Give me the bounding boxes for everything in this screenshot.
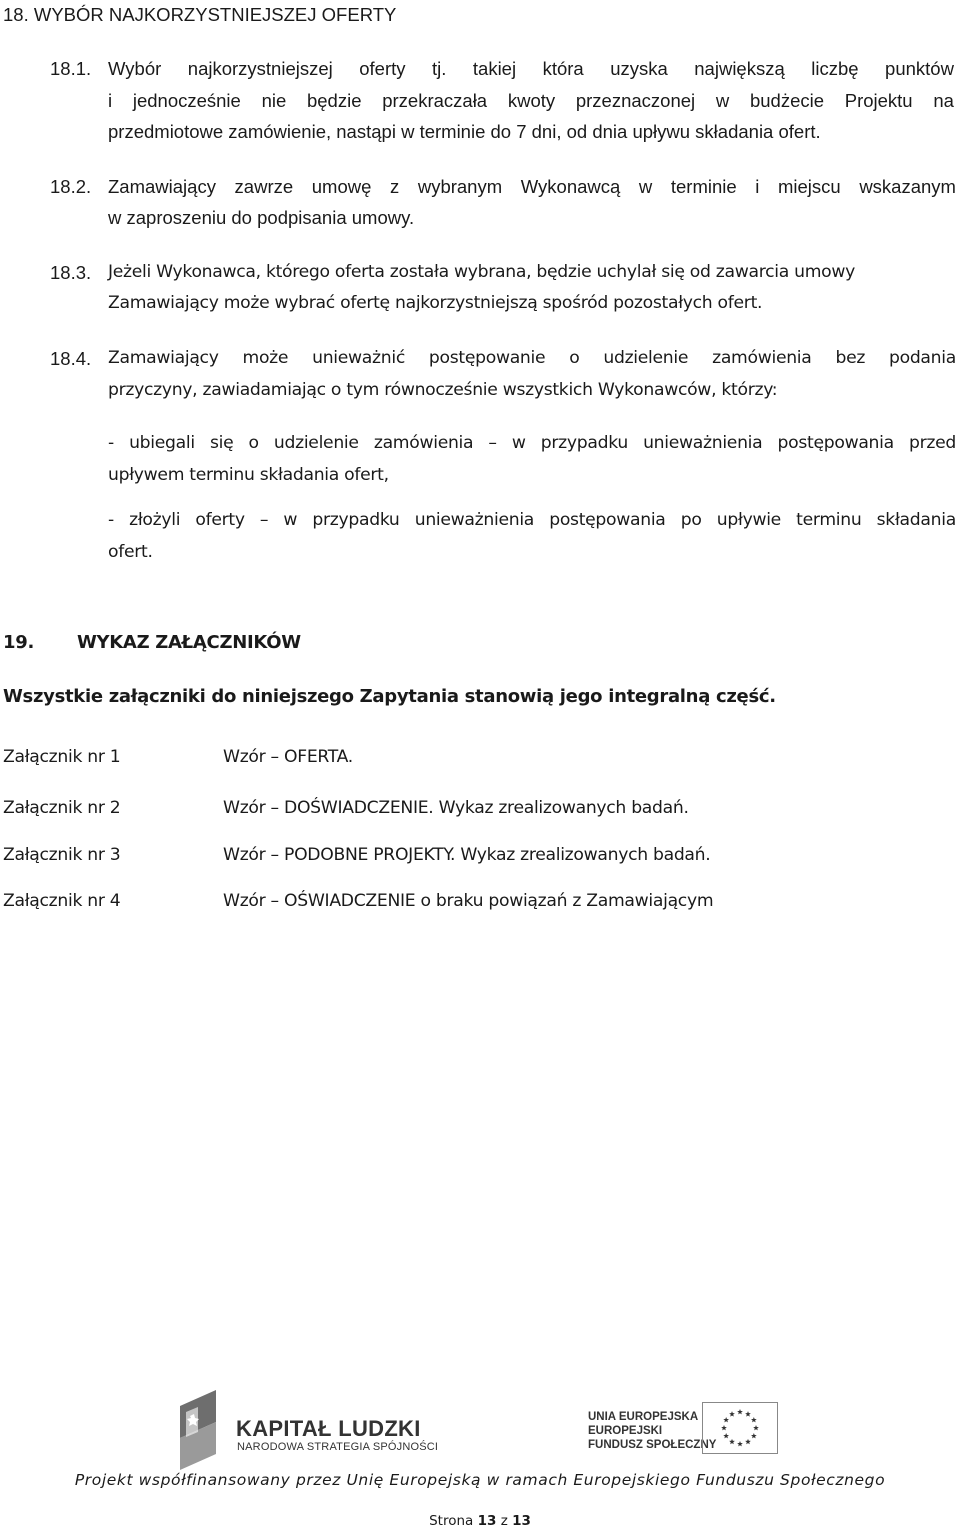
attachment-2-desc: Wzór – DOŚWIADCZENIE. Wykaz zrealizowanych badań. — [223, 798, 689, 818]
word: kwoty — [507, 90, 556, 111]
eu-star-icon — [721, 1425, 727, 1430]
bullet-1-line-1 — [108, 433, 956, 453]
bullet-1-line-2: upływem terminu składania ofert, — [108, 465, 389, 485]
word: Wybór — [108, 58, 162, 79]
p3-line-2: Zamawiający może wybrać ofertę najkorzystniejszą spośród pozostałych ofert. — [108, 293, 763, 313]
word: terminie — [670, 176, 737, 197]
word: przypadku — [312, 510, 400, 530]
eu-star-icon — [737, 1409, 743, 1414]
word: miejscu — [778, 176, 841, 197]
section-19-number: 19. — [3, 632, 34, 653]
word: zawrze — [234, 176, 294, 197]
p1-line-1 — [108, 58, 954, 80]
word: Zamawiający — [108, 348, 219, 368]
word: nie — [261, 90, 287, 111]
page-prefix: Strona — [429, 1513, 474, 1529]
page-number — [0, 1513, 960, 1529]
eu-logo-text — [588, 1410, 716, 1452]
eu-star-icon — [723, 1433, 729, 1438]
bullet-2-line-1 — [108, 510, 956, 530]
kapital-ludzki-title: KAPITAŁ LUDZKI — [236, 1416, 421, 1441]
word: – — [488, 433, 497, 453]
eu-line-3: FUNDUSZ SPOŁECZNY — [588, 1439, 717, 1451]
word: najkorzystniejszej — [187, 58, 333, 79]
word: postępowanie — [428, 348, 546, 368]
eu-star-icon — [737, 1441, 743, 1446]
p4-line-2: przyczyny, zawiadamiając o tym równocześnie wszystkich Wykonawców, którzy: — [108, 380, 778, 400]
word: oferty — [359, 58, 406, 79]
section-19-intro: Wszystkie załączniki do niniejszego Zapytania stanowią jego integralną część. — [3, 686, 776, 707]
p1-line-2 — [108, 90, 954, 112]
word: w — [511, 433, 526, 453]
word: unieważnienia — [643, 433, 763, 453]
word: unieważnić — [312, 348, 405, 368]
attachment-3-label: Załącznik nr 3 — [3, 845, 121, 865]
page-current: 13 — [477, 1513, 497, 1529]
attachment-3-desc: Wzór – PODOBNE PROJEKTY. Wykaz zrealizowanych badań. — [223, 845, 711, 865]
word: o — [569, 348, 580, 368]
word: przekraczała — [382, 90, 488, 111]
word: po — [680, 510, 702, 530]
word: wskazanym — [859, 176, 956, 197]
word: złożyli — [129, 510, 181, 530]
word: zamówienia — [712, 348, 812, 368]
word: budżecie — [749, 90, 825, 111]
section-19-heading: WYKAZ ZAŁĄCZNIKÓW — [77, 632, 301, 653]
word: terminu — [796, 510, 862, 530]
word: unieważnienia — [414, 510, 535, 530]
footer-cofinancing-note: Projekt współfinansowany przez Unię Europejską w ramach Europejskiego Funduszu Społecznego — [74, 1471, 886, 1489]
eu-star-icon — [751, 1433, 757, 1438]
word: przed — [909, 433, 956, 453]
eu-star-icon — [751, 1417, 757, 1422]
word: punktów — [885, 58, 954, 79]
word: tj. — [432, 58, 447, 79]
kapital-ludzki-logo-icon — [172, 1388, 222, 1472]
eu-star-icon — [723, 1417, 729, 1422]
word: bez — [835, 348, 866, 368]
page-sep: z — [500, 1513, 508, 1529]
word: wybranym — [417, 176, 503, 197]
attachment-4-label: Załącznik nr 4 — [3, 891, 121, 911]
word: składania — [876, 510, 956, 530]
word: zamówienia — [373, 433, 474, 453]
kapital-ludzki-subtitle: NARODOWA STRATEGIA SPÓJNOŚCI — [237, 1441, 439, 1453]
word: upływie — [716, 510, 781, 530]
eu-line-1: UNIA EUROPEJSKA — [588, 1411, 699, 1423]
word: - — [108, 510, 114, 530]
word: postępowania — [549, 510, 666, 530]
eu-star-icon — [745, 1411, 751, 1416]
p2-line-1 — [108, 176, 956, 198]
word: Wykonawcą — [520, 176, 621, 197]
p4-number: 18.4. — [50, 348, 92, 369]
section-18-heading: 18. WYBÓR NAJKORZYSTNIEJSZEJ OFERTY — [3, 4, 397, 25]
p2-number: 18.2. — [50, 176, 92, 197]
word: Projektu — [844, 90, 913, 111]
attachment-2-label: Załącznik nr 2 — [3, 798, 121, 818]
word: ubiegali — [129, 433, 195, 453]
eu-star-icon — [729, 1411, 735, 1416]
word: udzielenie — [603, 348, 689, 368]
word: i — [755, 176, 760, 197]
attachment-4-desc: Wzór – OŚWIADCZENIE o braku powiązań z Zamawiającym — [223, 891, 714, 911]
page-total: 13 — [512, 1513, 531, 1529]
eu-flag-icon — [702, 1402, 778, 1454]
p1-line-3: przedmiotowe zamówienie, nastąpi w terminie do 7 dni, od dnia upływu składania ofert. — [108, 121, 821, 142]
word: – — [259, 510, 269, 530]
word: umowę — [311, 176, 372, 197]
word: przeznaczonej — [575, 90, 696, 111]
word: postępowania — [777, 433, 894, 453]
word: o — [248, 433, 259, 453]
word: udzielenie — [273, 433, 359, 453]
bullet-2-line-2: ofert. — [108, 542, 153, 562]
word: która — [542, 58, 584, 79]
attachment-1-desc: Wzór – OFERTA. — [223, 747, 353, 767]
word: jednocześnie — [132, 90, 241, 111]
p4-line-1 — [108, 348, 956, 368]
word: na — [933, 90, 954, 111]
eu-star-icon — [753, 1425, 759, 1430]
word: takiej — [472, 58, 517, 79]
word: się — [209, 433, 234, 453]
eu-star-icon — [745, 1439, 751, 1444]
word: podania — [889, 348, 956, 368]
word: liczbę — [811, 58, 859, 79]
word: oferty — [195, 510, 245, 530]
word: - — [108, 433, 114, 453]
word: w — [715, 90, 730, 111]
word: uzyska — [610, 58, 668, 79]
word: największą — [694, 58, 785, 79]
word: będzie — [306, 90, 362, 111]
p3-number: 18.3. — [50, 262, 92, 283]
attachment-1-label: Załącznik nr 1 — [3, 747, 121, 767]
word: w — [283, 510, 298, 530]
word: z — [389, 176, 400, 197]
eu-line-2: EUROPEJSKI — [588, 1425, 663, 1437]
eu-star-icon — [729, 1439, 735, 1444]
p3-line-1: Jeżeli Wykonawca, którego oferta została wybrana, będzie uchylał się od zawarcia umowy — [108, 262, 855, 282]
word: i — [108, 90, 113, 111]
p2-line-2: w zaproszeniu do podpisania umowy. — [108, 207, 415, 228]
word: Zamawiający — [108, 176, 216, 197]
word: w — [638, 176, 653, 197]
word: przypadku — [540, 433, 628, 453]
p1-number: 18.1. — [50, 58, 92, 79]
word: może — [242, 348, 289, 368]
